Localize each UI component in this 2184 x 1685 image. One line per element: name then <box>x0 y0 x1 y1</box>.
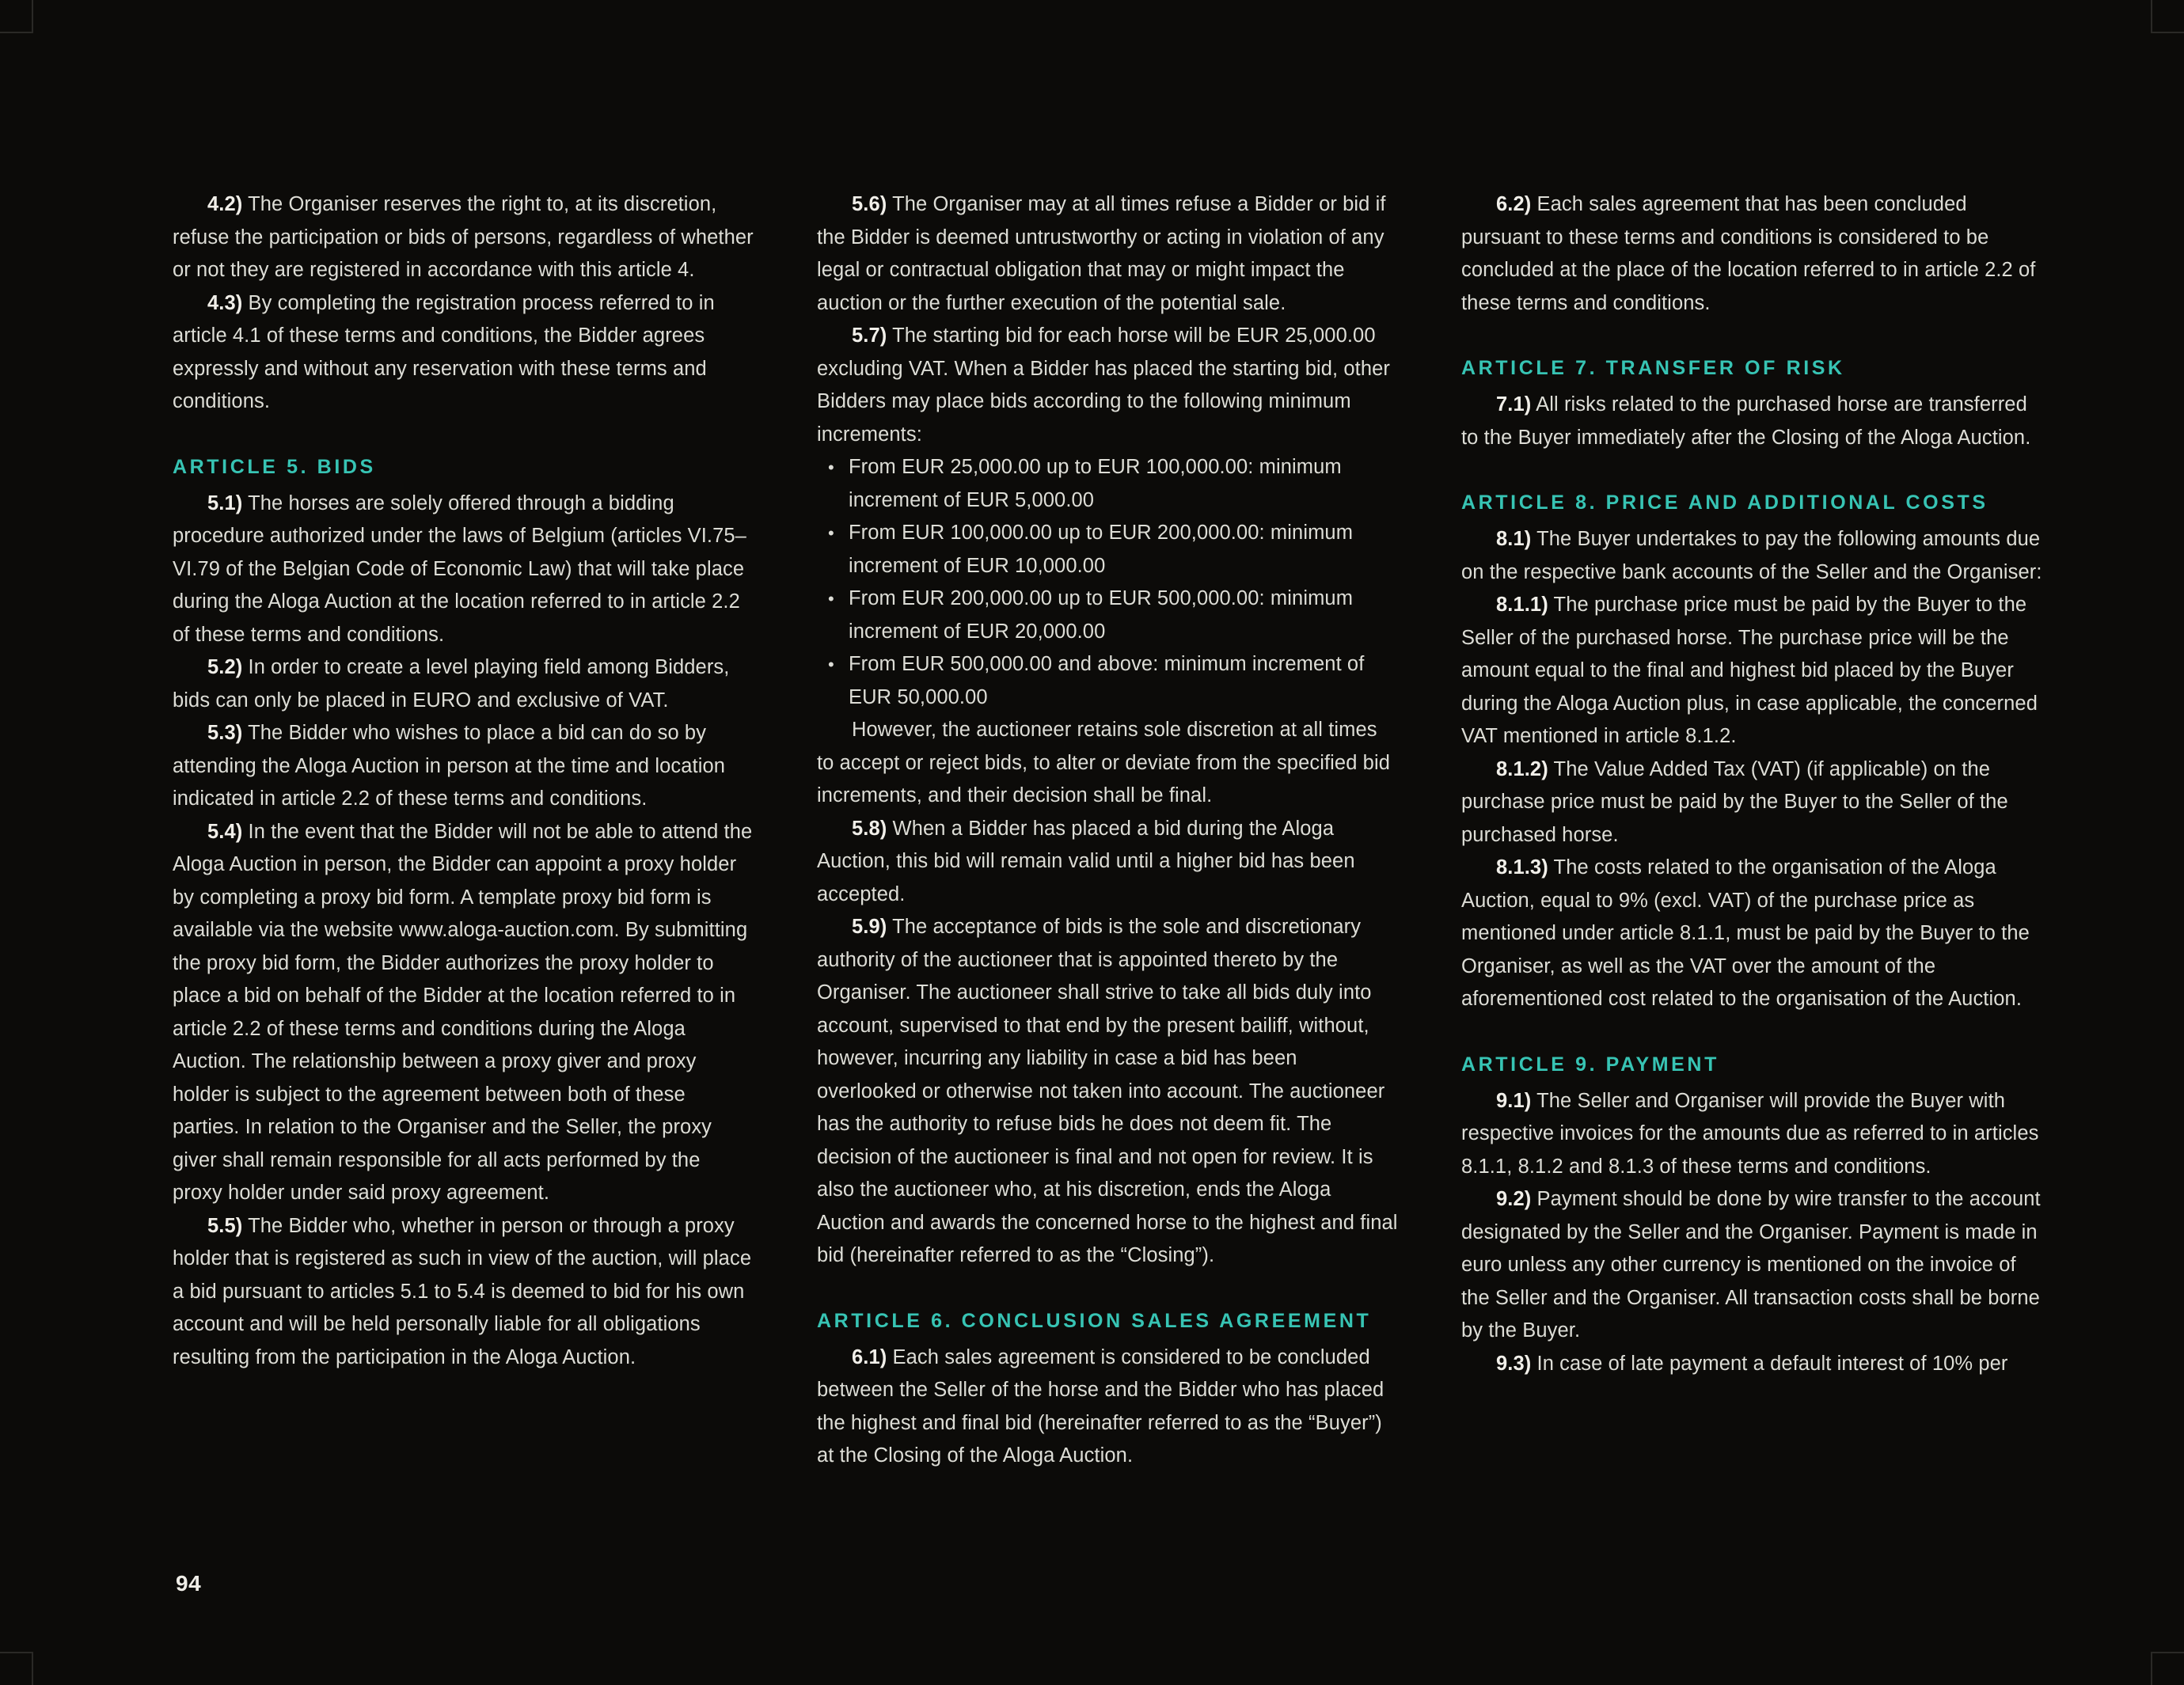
clause-paragraph <box>1461 753 2044 852</box>
article-heading: ARTICLE 8. PRICE AND ADDITIONAL COSTS <box>1461 491 1988 514</box>
clause-number: 5.9) <box>852 916 887 938</box>
clause-number: 6.2) <box>1496 193 1532 215</box>
text-columns <box>173 188 2042 1473</box>
clause-paragraph <box>1461 389 2044 454</box>
clause-paragraph <box>173 188 755 287</box>
clause-paragraph <box>173 1210 755 1375</box>
clause-text: In order to create a level playing field among Bidders, bids can only be placed in EURO and exclusive of VAT. <box>173 656 730 712</box>
clause-number: 4.2) <box>207 193 243 215</box>
clause-number: 5.7) <box>852 324 887 347</box>
page-number: 94 <box>176 1571 202 1596</box>
clause-number: 5.5) <box>207 1214 243 1237</box>
clause-number: 8.1) <box>1496 528 1532 550</box>
clause-paragraph <box>817 188 1400 320</box>
clause-paragraph <box>817 1342 1400 1473</box>
column-3 <box>1461 188 2044 1473</box>
clause-text: All risks related to the purchased horse are transferred to the Buyer immediately after the Closing of the Aloga Auction. <box>1461 393 2031 449</box>
clause-text: Payment should be done by wire transfer to the account designated by the Seller and the Organiser. Payment is made in euro unless any other currency is mentioned on the invoice of the Seller and the Organiser. All transaction costs shall be borne by the Buyer. <box>1461 1188 2041 1342</box>
bid-increment-list <box>817 451 1400 714</box>
clause-text: The Bidder who, whether in person or through a proxy holder that is registered as such in view of the auction, will place a bid pursuant to articles 5.1 to 5.4 is deemed to bid for his own account and will be held personally liable for all obligations resulting from the participation in the Aloga Auction. <box>173 1214 752 1368</box>
clause-text: The Buyer undertakes to pay the following amounts due on the respective bank accounts of the Seller and the Organiser: <box>1461 528 2042 583</box>
clause-number: 5.1) <box>207 491 243 514</box>
article-heading: ARTICLE 7. TRANSFER OF RISK <box>1461 357 1845 379</box>
clause-paragraph <box>173 488 755 652</box>
clause-paragraph <box>1461 852 2044 1016</box>
clause-number: 8.1.3) <box>1496 856 1548 879</box>
clause-text: The Value Added Tax (VAT) (if applicable) on the purchase price must be paid by the Buyer to the Seller of the purchased horse. <box>1461 757 2008 846</box>
clause-number: 5.4) <box>207 820 243 843</box>
clause-text: By completing the registration process referred to in article 4.1 of these terms and conditions, the Bidder agrees expressly and without any reservation with these terms and conditions. <box>173 291 715 412</box>
clause-paragraph <box>173 287 755 419</box>
clause-text: The horses are solely offered through a bidding procedure authorized under the laws of Belgium (articles VI.75–VI.79 of the Belgian Code of Economic Law) that will take place during the Aloga Auction at the location referred to in article 2.2 of these terms and conditions. <box>173 491 746 646</box>
clause-text: In the event that the Bidder will not be able to attend the Aloga Auction in person, the Bidder can appoint a proxy holder by completing a proxy bid form. A template proxy bid form is available via the website www.aloga-auction.com. By submitting the proxy bid form, the Bidder authorizes the proxy holder to place a bid on behalf of the Bidder at the location referred to in article 2.2 of these terms and conditions during the Aloga Auction. The relationship between a proxy giver and proxy holder is subject to the agreement between both of these parties. In relation to the Organiser and the Seller, the proxy giver shall remain responsible for all acts performed by the proxy holder under said proxy agreement. <box>173 820 753 1204</box>
article-heading: ARTICLE 9. PAYMENT <box>1461 1053 1719 1076</box>
clause-paragraph <box>173 717 755 816</box>
clause-text: Each sales agreement that has been concluded pursuant to these terms and conditions is considered to be concluded at the place of the location referred to in article 2.2 of these terms and conditions. <box>1461 193 2036 314</box>
clause-number: 5.2) <box>207 656 243 678</box>
clause-paragraph <box>1461 1183 2044 1348</box>
clause-text: The Seller and Organiser will provide the Buyer with respective invoices for the amounts due as referred to in articles 8.1.1, 8.1.2 and 8.1.3 of these terms and conditions. <box>1461 1089 2039 1178</box>
clause-number: 8.1.1) <box>1496 594 1548 616</box>
list-item: • From EUR 200,000.00 up to EUR 500,000.00: minimum increment of EUR 20,000.00 <box>817 583 1400 648</box>
clause-number: 5.3) <box>207 722 243 744</box>
clause-text: The Organiser reserves the right to, at its discretion, refuse the participation or bids of persons, regardless of whether or not they are registered in accordance with this article 4. <box>173 193 754 281</box>
clause-paragraph <box>1461 188 2044 320</box>
clause-paragraph <box>1461 523 2044 589</box>
clause-paragraph <box>1461 1085 2044 1184</box>
clause-text: The Organiser may at all times refuse a Bidder or bid if the Bidder is deemed untrustworthy or acting in violation of any legal or contractual obligation that may or might impact the auction or the further execution of the potential sale. <box>817 193 1386 314</box>
crop-mark-top-left-vertical <box>32 0 33 33</box>
list-item: • From EUR 100,000.00 up to EUR 200,000.00: minimum increment of EUR 10,000.00 <box>817 517 1400 583</box>
list-item: • From EUR 500,000.00 and above: minimum increment of EUR 50,000.00 <box>817 648 1400 714</box>
clause-number: 9.2) <box>1496 1188 1532 1210</box>
clause-number: 4.3) <box>207 291 243 314</box>
clause-paragraph <box>1461 589 2044 753</box>
clause-text: The starting bid for each horse will be EUR 25,000.00 excluding VAT. When a Bidder has placed the starting bid, other Bidders may place bids according to the following minimum increments: <box>817 324 1391 446</box>
article-heading: ARTICLE 5. BIDS <box>173 455 376 478</box>
crop-mark-top-right-horizontal <box>2151 32 2184 33</box>
clause-number: 5.8) <box>852 817 887 840</box>
crop-mark-bottom-left-horizontal <box>0 1652 33 1653</box>
clause-text: In case of late payment a default interest of 10% per <box>1531 1352 2008 1375</box>
clause-paragraph <box>817 714 1400 813</box>
clause-number: 6.1) <box>852 1345 887 1368</box>
clause-text: However, the auctioneer retains sole discretion at all times to accept or reject bids, to alter or deviate from the specified bid increments, and their decision shall be final. <box>817 719 1390 806</box>
clause-text: Each sales agreement is considered to be concluded between the Seller of the horse and the Bidder who has placed the highest and final bid (hereinafter referred to as the “Buyer”) at the Closing of the Aloga Auction. <box>817 1345 1384 1467</box>
clause-paragraph <box>817 320 1400 451</box>
clause-number: 7.1) <box>1496 393 1532 416</box>
clause-text: The acceptance of bids is the sole and discretionary authority of the auctioneer that is appointed thereto by the Organiser. The auctioneer shall strive to take all bids duly into account, supervised to that end by the present bailiff, without, however, incurring any liability in case a bid has been overlooked or otherwise not taken into account. The auctioneer has the authority to refuse bids he does not deem fit. The decision of the auctioneer is final and not open for review. It is also the auctioneer who, at his discretion, ends the Aloga Auction and awards the concerned horse to the highest and final bid (hereinafter referred to as the “Closing”). <box>817 916 1398 1266</box>
crop-mark-bottom-right-horizontal <box>2151 1652 2184 1653</box>
clause-number: 8.1.2) <box>1496 757 1548 780</box>
column-1 <box>173 188 755 1473</box>
article-heading: ARTICLE 6. CONCLUSION SALES AGREEMENT <box>817 1309 1372 1332</box>
list-item: • From EUR 25,000.00 up to EUR 100,000.00: minimum increment of EUR 5,000.00 <box>817 451 1400 517</box>
clause-paragraph <box>1461 1348 2044 1381</box>
clause-number: 9.3) <box>1496 1352 1532 1375</box>
column-2 <box>817 188 1400 1473</box>
clause-number: 5.6) <box>852 193 887 215</box>
clause-text: When a Bidder has placed a bid during the Aloga Auction, this bid will remain valid until a higher bid has been accepted. <box>817 817 1355 905</box>
crop-mark-top-left-horizontal <box>0 32 33 33</box>
clause-text: The purchase price must be paid by the Buyer to the Seller of the purchased horse. The purchase price will be the amount equal to the final and highest bid placed by the Buyer during the Aloga Auction plus, in case applicable, the concerned VAT mentioned in article 8.1.2. <box>1461 594 2038 747</box>
clause-number: 9.1) <box>1496 1089 1532 1112</box>
clause-text: The costs related to the organisation of the Aloga Auction, equal to 9% (excl. VAT) of the purchase price as mentioned under article 8.1.1, must be paid by the Buyer to the Organiser, as well as the VAT over the amount of the aforementioned cost related to the organisation of the Auction. <box>1461 856 2030 1010</box>
crop-mark-bottom-right-vertical <box>2151 1652 2152 1685</box>
crop-mark-top-right-vertical <box>2151 0 2152 33</box>
clause-paragraph <box>817 911 1400 1273</box>
clause-text: The Bidder who wishes to place a bid can do so by attending the Aloga Auction in person at the time and location indicated in article 2.2 of these terms and conditions. <box>173 722 726 810</box>
clause-paragraph <box>173 651 755 717</box>
clause-paragraph <box>173 816 755 1210</box>
crop-mark-bottom-left-vertical <box>32 1652 33 1685</box>
clause-paragraph <box>817 813 1400 912</box>
